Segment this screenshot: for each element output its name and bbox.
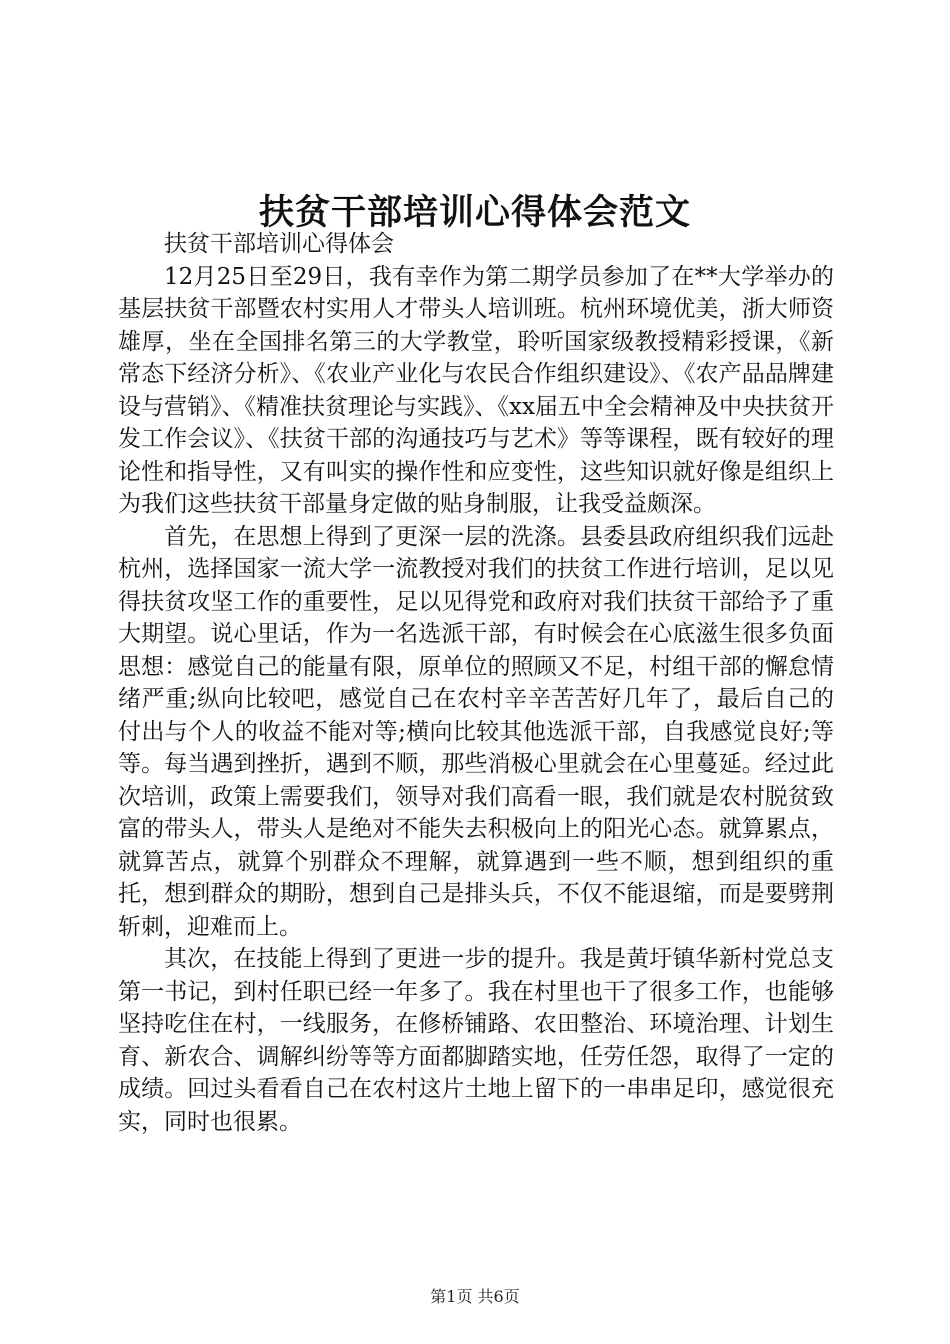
document-title: 扶贫干部培训心得体会范文 (258, 192, 691, 233)
page-number-footer: 第1页 共6页 (430, 1287, 520, 1306)
paragraph-1: 12月25日至29日，我有幸作为第二期学员参加了在**大学举办的基层扶贫干部暨农村实用人才带头人培训班。杭州环境优美，浙大师资雄厚，坐在全国排名第三的大学教堂，聆听国家级教授精彩授课，《新常态下经济分析》、《农业产业化与农民合作组织建设》、《农产品品牌建设与营销》、《精准扶贫理论与实践》、《xx届五中全会精神及中央扶贫开发工作会议》、《扶贫干部的沟通技巧与艺术》等等课程，既有较好的理论性和指导性，又有叫实的操作性和应变性，这些知识就好像是组织上为我们这些扶贫干部量身定做的贴身制服，让我受益颇深。 (118, 263, 834, 517)
paragraph-2: 首先，在思想上得到了更深一层的洗涤。县委县政府组织我们远赴杭州，选择国家一流大学一流教授对我们的扶贫工作进行培训，足以见得扶贫攻坚工作的重要性，足以见得党和政府对我们扶贫干部给予了重大期望。说心里话，作为一名选派干部，有时候会在心底滋生很多负面思想：感觉自己的能量有限，原单位的照顾又不足，村组干部的懈怠情绪严重;纵向比较吧，感觉自己在农村辛辛苦苦好几年了，最后自己的付出与个人的收益不能对等;横向比较其他选派干部，自我感觉良好;等等。每当遇到挫折，遇到不顺，那些消极心里就会在心里蔓延。经过此次培训，政策上需要我们，领导对我们高看一眼，我们就是农村脱贫致富的带头人，带头人是绝对不能失去积极向上的阳光心态。就算累点，就算苦点，就算个别群众不理解，就算遇到一些不顺，想到组织的重托，想到群众的期盼，想到自己是排头兵，不仅不能退缩，而是要劈荆斩刺，迎难而上。 (118, 523, 834, 940)
paragraph-3: 其次，在技能上得到了更进一步的提升。我是黄圩镇华新村党总支第一书记，到村任职已经一年多了。我在村里也干了很多工作，也能够坚持吃住在村，一线服务，在修桥铺路、农田整治、环境治理、计划生育、新农合、调解纠纷等等方面都脚踏实地，任劳任怨，取得了一定的成绩。回过头看看自己在农村这片土地上留下的一串串足印，感觉很充实，同时也很累。 (118, 946, 834, 1135)
document-subtitle: 扶贫干部培训心得体会 (164, 231, 394, 257)
document-body (118, 228, 834, 1138)
